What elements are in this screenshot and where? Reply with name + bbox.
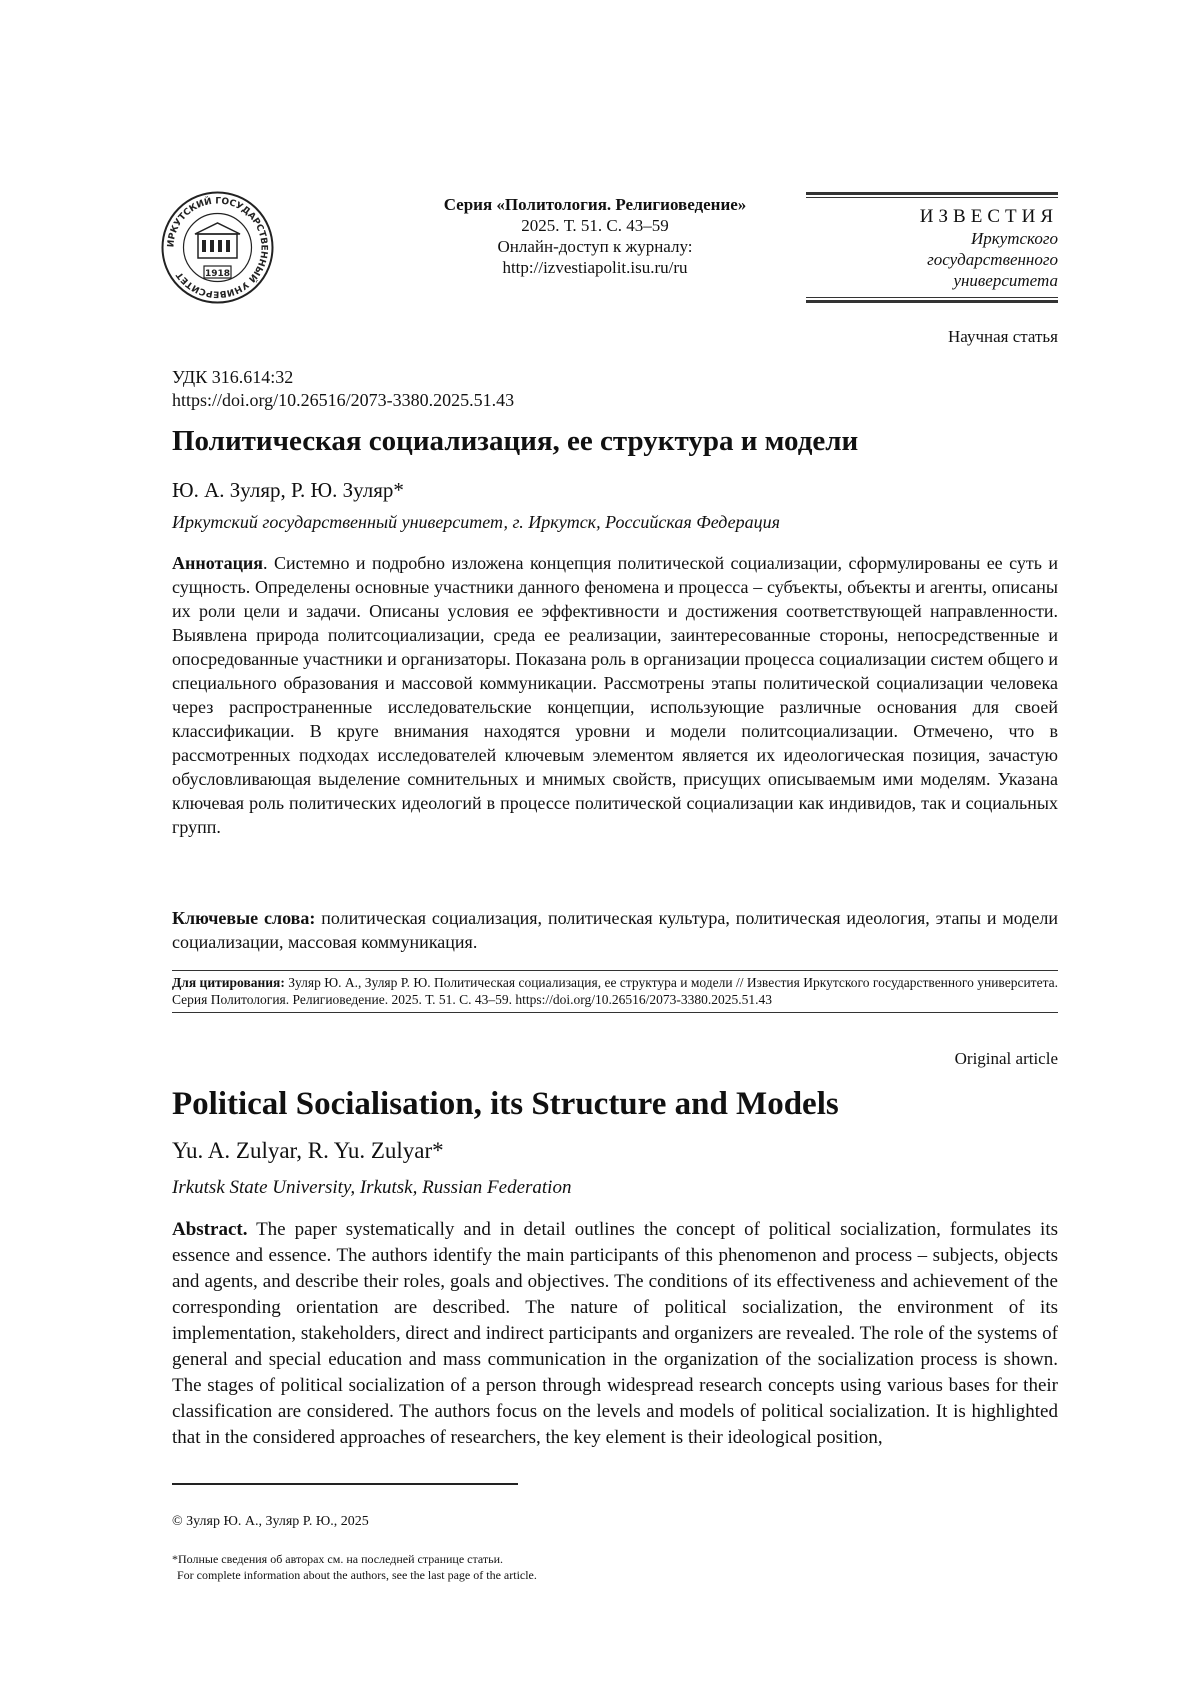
masthead-rule-top bbox=[806, 192, 1058, 198]
footnote-divider bbox=[172, 1483, 518, 1485]
journal-word: ИЗВЕСТИЯ bbox=[919, 206, 1058, 227]
journal-line: государственного bbox=[927, 250, 1058, 269]
article-type-en: Original article bbox=[954, 1049, 1058, 1068]
citation-label: Для цитирования: bbox=[172, 975, 285, 990]
affiliation-ru: Иркутский государственный университет, г. Иркутск, Российская Федерация bbox=[172, 512, 780, 532]
abstract-text-en: The paper systematically and in detail outlines the concept of political socialization, formulates its essence and essence. The authors identify the main participants of this phenomenon and process – subjects, objects and agents, and describe their roles, goals and objectives. The conditions of its effectiveness and achievement of the corresponding orientation are described. The nature of political socialization, the environment of its implementation, stakeholders, direct and indirect participants and organizers are revealed. The role of the systems of general and special education and mass communication in the organization of the socialization process is shown. The stages of political socialization of a person through widespread research concepts using various bases for their classification are considered. The authors focus on the levels and models of political socialization. It is highlighted that in the considered approaches of researchers, the key element is their ideological position, bbox=[172, 1219, 1058, 1448]
series-access: Онлайн-доступ к журналу: bbox=[497, 237, 693, 256]
footnote-en: For complete information about the authors, see the last page of the article. bbox=[177, 1568, 537, 1582]
university-seal-icon bbox=[160, 190, 275, 305]
abstract-label-ru: Аннотация bbox=[172, 553, 264, 573]
footnotes bbox=[172, 1551, 537, 1583]
abstract-en bbox=[172, 1217, 1058, 1451]
series-url[interactable]: http://izvestiapolit.isu.ru/ru bbox=[502, 258, 688, 277]
seal-year: 1918 bbox=[204, 269, 231, 279]
seal-text: ИРКУТСКИЙ ГОСУДАРСТВЕННЫЙ УНИВЕРСИТЕТ bbox=[166, 196, 269, 299]
masthead-rule-bottom bbox=[806, 297, 1058, 303]
abstract-text-ru: . Системно и подробно изложена концепция политической социализации, сформулированы ее суть и сущность. Определены основные участники данного феномена и процесса – субъекты, объекты и агенты, описаны их роли цели и задачи. Описаны условия ее эффективности и достижения соответствующей направленности. Выявлена природа политсоциализации, среда ее реализации, заинтересованные стороны, непосредственные и опосредованные участники и организаторы. Показана роль в организации процесса социализации систем общего и специального образования и массовой коммуникации. Рассмотрены этапы политической социализации человека через распространенные исследовательские концепции, использующие различные основания для своей классификации. В круге внимания находятся уровни и модели политсоциализации. Отмечено, что в рассмотренных подходах исследователей ключевым элементом является их идеологическая позиция, зачастую обусловливающая выделение сомнительных и мнимых свойств, присущих описываемым ими моделям. Указана ключевая роль политических идеологий в процессе политической социализации как индивидов, так и социальных групп. bbox=[172, 553, 1058, 837]
citation-text: Зуляр Ю. А., Зуляр Р. Ю. Политическая социализация, ее структура и модели // Известия Иркутского государственного университета. Серия Политология. Религиоведение. 2025. Т. 51. С. 43–59. https://doi.org/10.26516/2073-3380.2025.51.43 bbox=[172, 975, 1058, 1007]
doi-link[interactable]: https://doi.org/10.26516/2073-3380.2025.51.43 bbox=[172, 390, 515, 410]
abstract-ru bbox=[172, 551, 1058, 839]
affiliation-en: Irkutsk State University, Irkutsk, Russian Federation bbox=[172, 1177, 572, 1198]
citation-box bbox=[172, 970, 1058, 1013]
keywords-ru bbox=[172, 906, 1058, 954]
series-issue: 2025. Т. 51. С. 43–59 bbox=[521, 216, 669, 235]
series-block bbox=[380, 194, 810, 278]
article-type-ru: Научная статья bbox=[947, 327, 1058, 346]
svg-text:ИРКУТСКИЙ ГОСУДАРСТВЕННЫЙ УНИВ bbox=[166, 195, 268, 299]
journal-line: Иркутского bbox=[970, 229, 1058, 248]
keywords-label-ru: Ключевые слова: bbox=[172, 908, 316, 928]
identifiers bbox=[172, 366, 514, 412]
page-title-ru: Политическая социализация, ее структура и модели bbox=[172, 425, 859, 457]
journal-masthead bbox=[806, 192, 1058, 303]
page-title-en: Political Socialisation, its Structure and Models bbox=[172, 1086, 839, 1122]
copyright: © Зуляр Ю. А., Зуляр Р. Ю., 2025 bbox=[172, 1514, 369, 1529]
footnote-ru: *Полные сведения об авторах см. на последней странице статьи. bbox=[172, 1552, 504, 1566]
authors-en: Yu. A. Zulyar, R. Yu. Zulyar* bbox=[172, 1138, 444, 1163]
keywords-text-ru: политическая социализация, политическая культура, политическая идеология, этапы и модели социализации, массовая коммуникация. bbox=[172, 908, 1058, 952]
authors-ru: Ю. А. Зуляр, Р. Ю. Зуляр* bbox=[172, 478, 404, 502]
udk-code: УДК 316.614:32 bbox=[172, 367, 294, 387]
journal-line: университета bbox=[953, 271, 1058, 290]
abstract-label-en: Abstract. bbox=[172, 1219, 248, 1240]
series-title: Серия «Политология. Религиоведение» bbox=[443, 195, 747, 214]
